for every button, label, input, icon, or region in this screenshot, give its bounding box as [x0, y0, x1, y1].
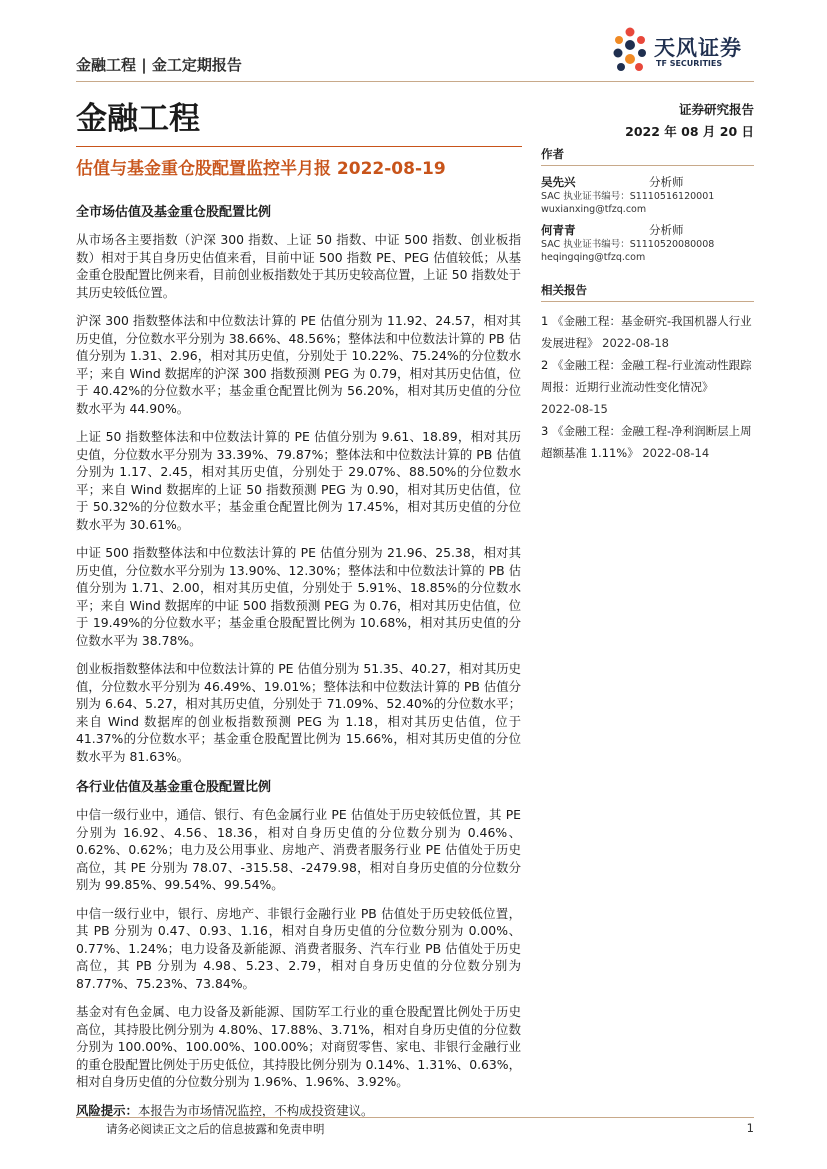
related-report-date: 2022-08-15 — [541, 402, 608, 416]
paragraph: 沪深 300 指数整体法和中位数法计算的 PE 估值分别为 11.92、24.57，相对其历史值，分位数水平分别为 38.66%、48.56%；整体法和中位数法计算的 PB 估值分别为 1.31、2.96，相对其历史值，分别处于 10.22%、75.24%的分位数水平；来自 Wind 数据库的沪深 300 指数预测 PEG 为 0.79，相对其历史估值，位于 40.42%的分位数水平；基金重仓配置比例为 56.20%，相对其历史值的分位数水平为 44.90%。 — [76, 313, 521, 416]
logo-text-cn: 天风证券 — [654, 36, 742, 60]
risk-label: 风险提示： — [76, 1102, 138, 1118]
paragraph: 创业板指数整体法和中位数法计算的 PE 估值分别为 51.35、40.27，相对其历史值，分位数水平分别为 46.49%、19.01%；整体法和中位数法计算的 PB 估值分别为 6.64、5.27，相对其历史值，分别处于 71.09%、52.40%的分位数水平；来自 Wind 数据库的创业板指数预测 PEG 为 1.18，相对其历史估值，位于 41.37%的分位数水平；基金重仓股配置比例为 15.66%，相对其历史值的分位数水平为 81.63%。 — [76, 661, 521, 764]
risk-text: 本报告为市场情况监控，不构成投资建议。 — [137, 1102, 374, 1118]
logo-mark-icon — [610, 26, 652, 74]
page-number: 1 — [746, 1121, 754, 1135]
related-report-title: 1 《金融工程：基金研究-我国机器人行业发展进程》 — [541, 314, 752, 350]
header-divider — [76, 81, 754, 82]
paragraph: 中信一级行业中，通信、银行、有色金属行业 PE 估值处于历史较低位置，其 PE 分别为 16.92、4.56、18.36，相对自身历史值的分位数分别为 0.46%、0.62%、0.62%；电力及公用事业、房地产、消费者服务行业 PE 估值处于历史高位，其 PE 分别为 78.07、-315.58、-2479.98，相对自身历史值的分位数分别为 99.85%、99.54%、99.54%。 — [76, 807, 521, 892]
main-content — [76, 201, 521, 1119]
section-heading: 全市场估值及基金重仓股配置比例 — [76, 205, 272, 220]
footer-divider — [76, 1117, 754, 1118]
paragraph: 中证 500 指数整体法和中位数法计算的 PE 估值分别为 21.96、25.38，相对其历史值，分位数水平分别为 13.90%、12.30%；整体法和中位数法计算的 PB 估值分别为 1.71、2.00，相对其历史值，分别处于 5.91%、18.85%的分位数水平；来自 Wind 数据库的中证 500 指数预测 PEG 为 0.76，相对其历史估值，位于 19.49%的分位数水平；基金重仓股配置比例为 10.68%，相对其历史值的分位数水平为 38.78%。 — [76, 545, 521, 648]
paragraph: 从市场各主要指数（沪深 300 指数、上证 50 指数、中证 500 指数、创业板指数）相对于其自身历史估值来看，目前中证 500 指数 PE、PEG 估值较低；从基金重仓股配置比例来看，目前创业板指数处于其历史较高位置，上证 50 指数处于其历史较低位置。 — [76, 232, 521, 300]
footer-notice: 请务必阅读正文之后的信息披露和免责申明 — [106, 1122, 325, 1136]
author-email[interactable]: heqingqing@tfzq.com — [541, 252, 646, 263]
sidebar — [541, 146, 754, 464]
author-name: 吴先兴 — [541, 175, 576, 189]
report-type: 证券研究报告 — [678, 102, 754, 117]
subtitle-divider — [76, 146, 522, 147]
related-report-date: 2022-08-14 — [642, 446, 710, 460]
author-card — [541, 174, 754, 216]
author-name: 何青青 — [541, 223, 576, 237]
author-role: 分析师 — [649, 223, 684, 237]
brand-logo — [610, 26, 760, 74]
section-heading: 各行业估值及基金重仓股配置比例 — [76, 780, 272, 795]
related-report[interactable] — [541, 310, 754, 354]
logo-text-en: TF SECURITIES — [656, 59, 723, 68]
paragraph: 上证 50 指数整体法和中位数法计算的 PE 估值分别为 9.61、18.89，相对其历史值，分位数水平分别为 33.39%、79.87%；整体法和中位数法计算的 PB 估值分别为 1.17、2.45，相对其历史值，分别处于 29.07%、88.50%的分位数水平；来自 Wind 数据库的上证 50 指数预测 PEG 为 0.90，相对其历史估值，位于 50.32%的分位数水平；基金重仓配置比例为 17.45%，相对其历史值的分位数水平为 30.61%。 — [76, 429, 521, 532]
authors-heading: 作者 — [541, 146, 754, 166]
header-category: 金融工程 | 金工定期报告 — [76, 56, 242, 74]
report-subtitle: 估值与基金重仓股配置监控半月报 2022-08-19 — [76, 159, 446, 179]
page-title: 金融工程 — [76, 101, 200, 137]
author-role: 分析师 — [649, 175, 684, 189]
report-date: 2022 年 08 月 20 日 — [625, 124, 754, 139]
paragraph: 中信一级行业中，银行、房地产、非银行金融行业 PB 估值处于历史较低位置，其 PB 分别为 0.47、0.93、1.16，相对自身历史值的分位数分别为 0.00%、0.77%、1.24%；电力设备及新能源、消费者服务、汽车行业 PB 估值处于历史高位，其 PB 分别为 4.98、5.23、2.79，相对自身历史值的分位数分别为 87.77%、75.23%、73.84%。 — [76, 905, 521, 991]
paragraph: 基金对有色金属、电力设备及新能源、国防军工行业的重仓股配置比例处于历史高位，其持股比例分别为 4.80%、17.88%、3.71%，相对自身历史值的分位数分别为 100.00%、100.00%、100.00%；对商贸零售、家电、非银行金融行业的重仓股配置比例处于历史低位，其持股比例分别为 0.14%、1.31%、0.63%，相对自身历史值的分位数分别为 1.96%、1.96%、3.92%。 — [76, 1004, 521, 1089]
author-license: SAC 执业证书编号：S1110520080008 — [541, 239, 715, 250]
author-email[interactable]: wuxianxing@tfzq.com — [541, 204, 647, 215]
author-card — [541, 222, 754, 264]
related-report-date: 2022-08-18 — [602, 336, 669, 350]
related-heading: 相关报告 — [541, 282, 754, 302]
related-report-title: 3 《金融工程：金融工程-净利润断层上周超额基准 1.11%》 — [541, 424, 752, 460]
related-report[interactable] — [541, 420, 754, 464]
related-report-title: 2 《金融工程：金融工程-行业流动性跟踪周报：近期行业流动性变化情况》 — [541, 358, 752, 394]
related-report[interactable] — [541, 354, 754, 420]
author-license: SAC 执业证书编号：S1110516120001 — [541, 191, 715, 202]
